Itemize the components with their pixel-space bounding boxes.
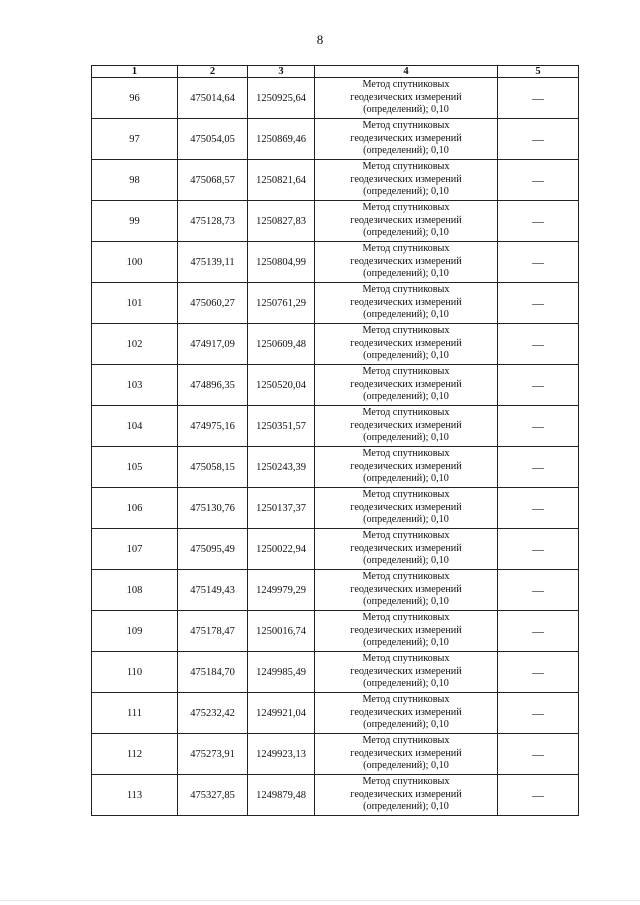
coord-y: 1250022,94: [248, 529, 315, 570]
table-row: [92, 652, 579, 693]
coord-y: 1250351,57: [248, 406, 315, 447]
table-row: [92, 78, 579, 119]
point-number: 111: [92, 693, 178, 734]
table-row: [92, 529, 579, 570]
point-number: 104: [92, 406, 178, 447]
method-line-1: Метод спутниковых: [362, 243, 450, 255]
method-line-1: Метод спутниковых: [362, 694, 450, 706]
coord-x: 475058,15: [178, 447, 248, 488]
method-line-2: геодезических измерений: [350, 747, 462, 759]
method-line-3: (определений); 0,10: [363, 637, 449, 649]
table-row: [92, 406, 579, 447]
method-cell: [315, 365, 498, 406]
point-number: 108: [92, 570, 178, 611]
coord-y: 1250869,46: [248, 119, 315, 160]
table-row: [92, 570, 579, 611]
coord-x: 475054,05: [178, 119, 248, 160]
table-row: [92, 734, 579, 775]
table-row: [92, 693, 579, 734]
point-number: 112: [92, 734, 178, 775]
method-line-2: геодезических измерений: [350, 583, 462, 595]
coord-x: 475130,76: [178, 488, 248, 529]
point-number: 110: [92, 652, 178, 693]
point-number: 107: [92, 529, 178, 570]
method-cell: [315, 447, 498, 488]
coord-x: 475149,43: [178, 570, 248, 611]
method-line-3: (определений); 0,10: [363, 432, 449, 444]
method-cell: [315, 734, 498, 775]
coord-y: 1250925,64: [248, 78, 315, 119]
point-number: 99: [92, 201, 178, 242]
method-cell: [315, 283, 498, 324]
coord-y: 1250827,83: [248, 201, 315, 242]
method-line-1: Метод спутниковых: [362, 120, 450, 132]
method-line-3: (определений); 0,10: [363, 555, 449, 567]
coord-x: 475232,42: [178, 693, 248, 734]
point-number: 101: [92, 283, 178, 324]
header-col-4: 4: [315, 66, 498, 78]
coord-x: 475060,27: [178, 283, 248, 324]
coord-x: 475095,49: [178, 529, 248, 570]
table-row: [92, 365, 579, 406]
method-line-1: Метод спутниковых: [362, 325, 450, 337]
dash-cell: —: [498, 652, 579, 693]
method-cell: [315, 201, 498, 242]
method-line-1: Метод спутниковых: [362, 79, 450, 91]
method-line-2: геодезических измерений: [350, 501, 462, 513]
method-line-1: Метод спутниковых: [362, 735, 450, 747]
method-line-2: геодезических измерений: [350, 132, 462, 144]
point-number: 97: [92, 119, 178, 160]
coord-y: 1250243,39: [248, 447, 315, 488]
method-line-2: геодезических измерений: [350, 624, 462, 636]
method-line-3: (определений); 0,10: [363, 350, 449, 362]
method-line-2: геодезических измерений: [350, 337, 462, 349]
dash-cell: —: [498, 201, 579, 242]
point-number: 106: [92, 488, 178, 529]
method-line-3: (определений); 0,10: [363, 309, 449, 321]
method-cell: [315, 78, 498, 119]
coord-y: 1250821,64: [248, 160, 315, 201]
method-line-2: геодезических измерений: [350, 460, 462, 472]
method-line-2: геодезических измерений: [350, 255, 462, 267]
method-line-1: Метод спутниковых: [362, 653, 450, 665]
coord-y: 1250804,99: [248, 242, 315, 283]
method-line-3: (определений); 0,10: [363, 391, 449, 403]
method-cell: [315, 611, 498, 652]
method-cell: [315, 529, 498, 570]
method-line-3: (определений); 0,10: [363, 473, 449, 485]
method-cell: [315, 652, 498, 693]
method-cell: [315, 693, 498, 734]
method-line-2: геодезических измерений: [350, 173, 462, 185]
method-line-3: (определений); 0,10: [363, 801, 449, 813]
dash-cell: —: [498, 160, 579, 201]
coord-x: 475178,47: [178, 611, 248, 652]
coord-y: 1250609,48: [248, 324, 315, 365]
dash-cell: —: [498, 119, 579, 160]
method-cell: [315, 775, 498, 816]
method-line-2: геодезических измерений: [350, 542, 462, 554]
page-number: 8: [316, 32, 324, 47]
dash-cell: —: [498, 734, 579, 775]
method-line-1: Метод спутниковых: [362, 612, 450, 624]
dash-cell: —: [498, 693, 579, 734]
method-line-3: (определений); 0,10: [363, 104, 449, 116]
method-line-2: геодезических измерений: [350, 91, 462, 103]
method-line-1: Метод спутниковых: [362, 530, 450, 542]
page-bottom-edge: [0, 900, 640, 901]
table-row: [92, 611, 579, 652]
point-number: 105: [92, 447, 178, 488]
point-number: 96: [92, 78, 178, 119]
point-number: 113: [92, 775, 178, 816]
coord-x: 475184,70: [178, 652, 248, 693]
coordinates-table: [91, 65, 579, 816]
dash-cell: —: [498, 611, 579, 652]
header-col-3: 3: [248, 66, 315, 78]
dash-cell: —: [498, 324, 579, 365]
coord-x: 474975,16: [178, 406, 248, 447]
dash-cell: —: [498, 488, 579, 529]
method-line-2: геодезических измерений: [350, 419, 462, 431]
dash-cell: —: [498, 365, 579, 406]
coord-y: 1249921,04: [248, 693, 315, 734]
method-cell: [315, 324, 498, 365]
dash-cell: —: [498, 570, 579, 611]
coord-y: 1249923,13: [248, 734, 315, 775]
point-number: 103: [92, 365, 178, 406]
method-line-2: геодезических измерений: [350, 296, 462, 308]
method-line-1: Метод спутниковых: [362, 448, 450, 460]
coord-y: 1250520,04: [248, 365, 315, 406]
table-row: [92, 775, 579, 816]
point-number: 102: [92, 324, 178, 365]
table-row: [92, 447, 579, 488]
method-line-1: Метод спутниковых: [362, 284, 450, 296]
method-line-2: геодезических измерений: [350, 665, 462, 677]
coord-y: 1249879,48: [248, 775, 315, 816]
method-cell: [315, 119, 498, 160]
point-number: 100: [92, 242, 178, 283]
header-col-5: 5: [498, 66, 579, 78]
table-row: [92, 324, 579, 365]
method-line-1: Метод спутниковых: [362, 776, 450, 788]
dash-cell: —: [498, 447, 579, 488]
coord-x: 475128,73: [178, 201, 248, 242]
method-line-3: (определений); 0,10: [363, 760, 449, 772]
coord-x: 474896,35: [178, 365, 248, 406]
dash-cell: —: [498, 775, 579, 816]
coord-y: 1250016,74: [248, 611, 315, 652]
method-line-3: (определений); 0,10: [363, 596, 449, 608]
method-cell: [315, 242, 498, 283]
method-cell: [315, 488, 498, 529]
table-row: [92, 201, 579, 242]
header-col-2: 2: [178, 66, 248, 78]
method-line-2: геодезических измерений: [350, 788, 462, 800]
table-row: [92, 160, 579, 201]
method-line-1: Метод спутниковых: [362, 571, 450, 583]
method-line-2: геодезических измерений: [350, 378, 462, 390]
coord-x: 474917,09: [178, 324, 248, 365]
method-line-1: Метод спутниковых: [362, 366, 450, 378]
table-row: [92, 283, 579, 324]
coord-x: 475327,85: [178, 775, 248, 816]
coord-y: 1250761,29: [248, 283, 315, 324]
method-cell: [315, 160, 498, 201]
table-body: [92, 78, 579, 816]
method-line-3: (определений); 0,10: [363, 227, 449, 239]
point-number: 109: [92, 611, 178, 652]
method-line-3: (определений); 0,10: [363, 268, 449, 280]
method-line-2: геодезических измерений: [350, 214, 462, 226]
method-line-1: Метод спутниковых: [362, 202, 450, 214]
method-line-3: (определений); 0,10: [363, 186, 449, 198]
coord-y: 1250137,37: [248, 488, 315, 529]
point-number: 98: [92, 160, 178, 201]
coord-y: 1249985,49: [248, 652, 315, 693]
dash-cell: —: [498, 283, 579, 324]
header-col-1: 1: [92, 66, 178, 78]
coord-y: 1249979,29: [248, 570, 315, 611]
table-header-row: [92, 66, 579, 78]
method-line-3: (определений); 0,10: [363, 719, 449, 731]
table-row: [92, 488, 579, 529]
dash-cell: —: [498, 406, 579, 447]
table-row: [92, 119, 579, 160]
coord-x: 475068,57: [178, 160, 248, 201]
method-line-1: Метод спутниковых: [362, 407, 450, 419]
method-line-3: (определений); 0,10: [363, 678, 449, 690]
method-line-1: Метод спутниковых: [362, 489, 450, 501]
method-line-3: (определений); 0,10: [363, 514, 449, 526]
table-row: [92, 242, 579, 283]
dash-cell: —: [498, 78, 579, 119]
coord-x: 475273,91: [178, 734, 248, 775]
dash-cell: —: [498, 242, 579, 283]
coord-x: 475139,11: [178, 242, 248, 283]
method-line-1: Метод спутниковых: [362, 161, 450, 173]
dash-cell: —: [498, 529, 579, 570]
method-cell: [315, 406, 498, 447]
method-line-3: (определений); 0,10: [363, 145, 449, 157]
method-cell: [315, 570, 498, 611]
method-line-2: геодезических измерений: [350, 706, 462, 718]
coord-x: 475014,64: [178, 78, 248, 119]
